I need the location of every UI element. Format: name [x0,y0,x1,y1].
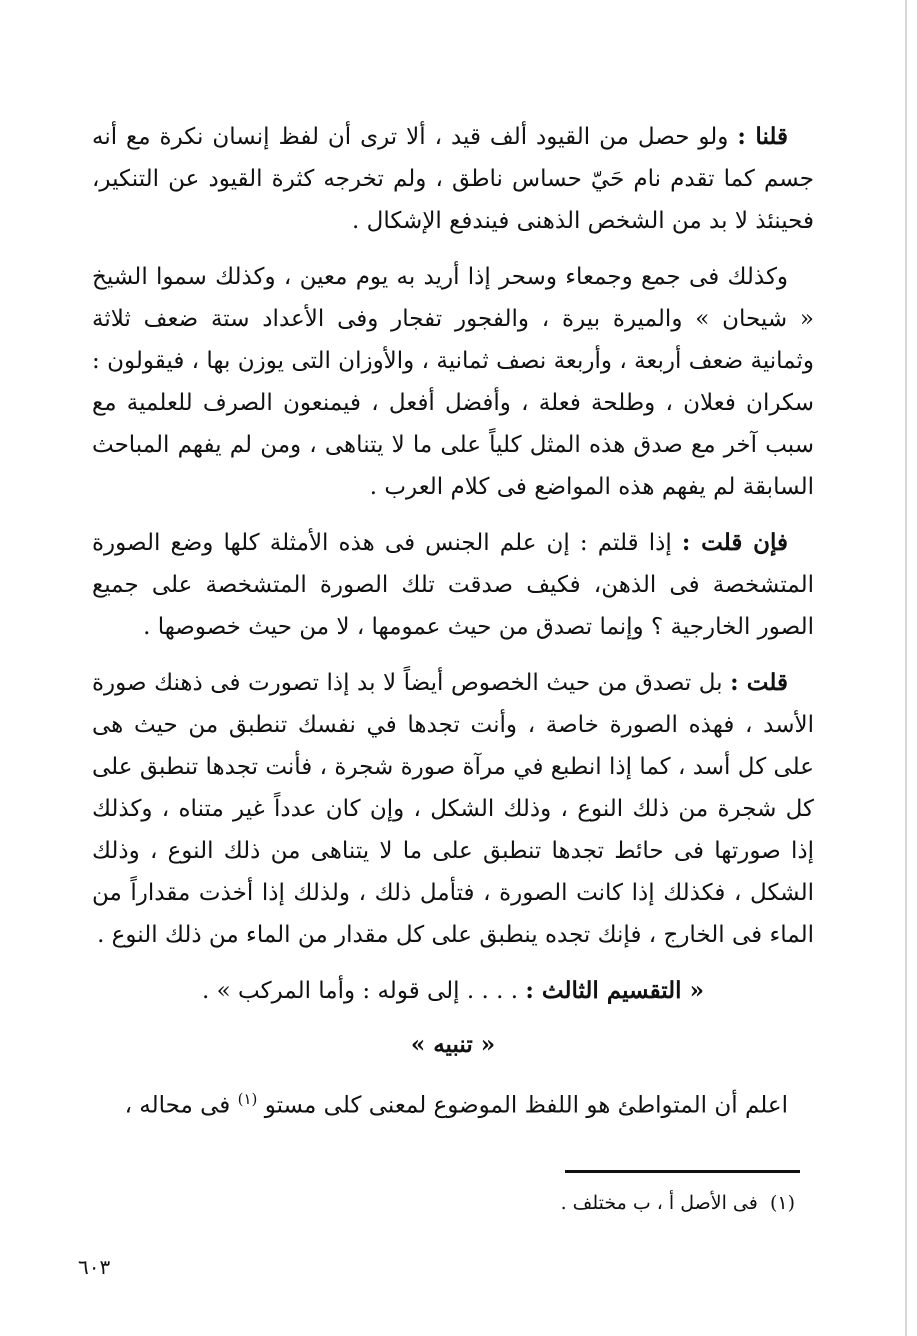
paragraph-body: ولو حصل من القيود ألف قيد ، ألا ترى أن لفظ إنسان نكرة مع أنه جسم كما تقدم نام حَيّ حساس ناطق ، ولم تخرجه كثرة القيود عن التنكير، فحينئذ لا بد من الشخص الذهنى فيندفع الإشكال . [92,124,814,234]
paragraph-lead: قلت : [730,669,788,696]
page-number: ٦٠٣ [78,1255,111,1279]
paragraph-body: وكذلك فى جمع وجمعاء وسحر إذا أريد به يوم معين ، وكذلك سموا الشيخ « شيحان » والميرة بيرة ، والفجور تفجار وفى الأعداد ستة ضعف ثلاثة وثمانية ضعف أربعة ، وأربعة نصف ثمانية ، والأوزان التى يوزن بها ، فيقولون : سكران فعلان ، وطلحة فعلة ، وأفضل أفعل ، فيمنعون الصرف للعلمية مع سبب آخر مع صدق هذه المثل كلياً على ما لا يتناهى ، ومن لم يفهم المباحث السابقة لم يفهم هذه المواضع فى كلام العرب . [92,264,814,500]
last-paragraph [92,1078,814,1127]
paragraph-3 [92,522,814,648]
footnote-text: فى الأصل أ ، ب مختلف . [560,1192,758,1214]
footnote-reference: (١) [237,1090,258,1108]
division-lead: « التقسيم الثالث : [525,977,704,1004]
paragraph-lead: قلنا : [737,123,788,150]
paragraph-4 [92,662,814,956]
division-body: . . . . إلى قوله : وأما المركب » . [202,978,526,1004]
paragraph-1 [92,116,814,242]
paragraph-lead: فإن قلت : [681,529,788,556]
note-heading: « تنبيه » [410,1031,496,1058]
scan-edge-line [905,0,907,1336]
main-text [92,116,814,1141]
last-paragraph-before: اعلم أن المتواطئ هو اللفظ الموضوع لمعنى كلى مستو [257,1092,788,1119]
footnote [300,1188,795,1218]
footnote-marker: (١) [769,1192,795,1214]
paragraph-body: إذا قلتم : إن علم الجنس فى هذه الأمثلة كلها وضع الصورة المتشخصة فى الذهن، فكيف صدقت تلك الصورة المتشخصة على جميع الصور الخارجية ؟ وإنما تصدق من حيث عمومها ، لا من حيث خصوصها . [92,530,814,640]
paragraph-2 [92,256,814,508]
paragraph-body: بل تصدق من حيث الخصوص أيضاً لا بد إذا تصورت فى ذهنك صورة الأسد ، فهذه الصورة خاصة ، وأنت تجدها في نفسك تنطبق من حيث هى على كل أسد ، كما إذا انطبع في مرآة صورة شجرة ، فأنت تجدها تنطبق على كل شجرة من ذلك النوع ، وذلك الشكل ، وإن كان عدداً غير متناه ، وكذلك إذا صورتها فى حائط تجدها تنطبق على ما لا يتناهى من ذلك النوع ، وذلك الشكل ، فكذلك إذا كانت الصورة ، فتأمل ذلك ، ولذلك إذا أخذت مقداراً من الماء فى الخارج ، فإنك تجده ينطبق على كل مقدار من الماء من ذلك النوع . [92,670,814,948]
footnote-divider [565,1170,800,1173]
division-line [92,970,814,1012]
last-paragraph-after: فى محاله ، [124,1092,238,1119]
